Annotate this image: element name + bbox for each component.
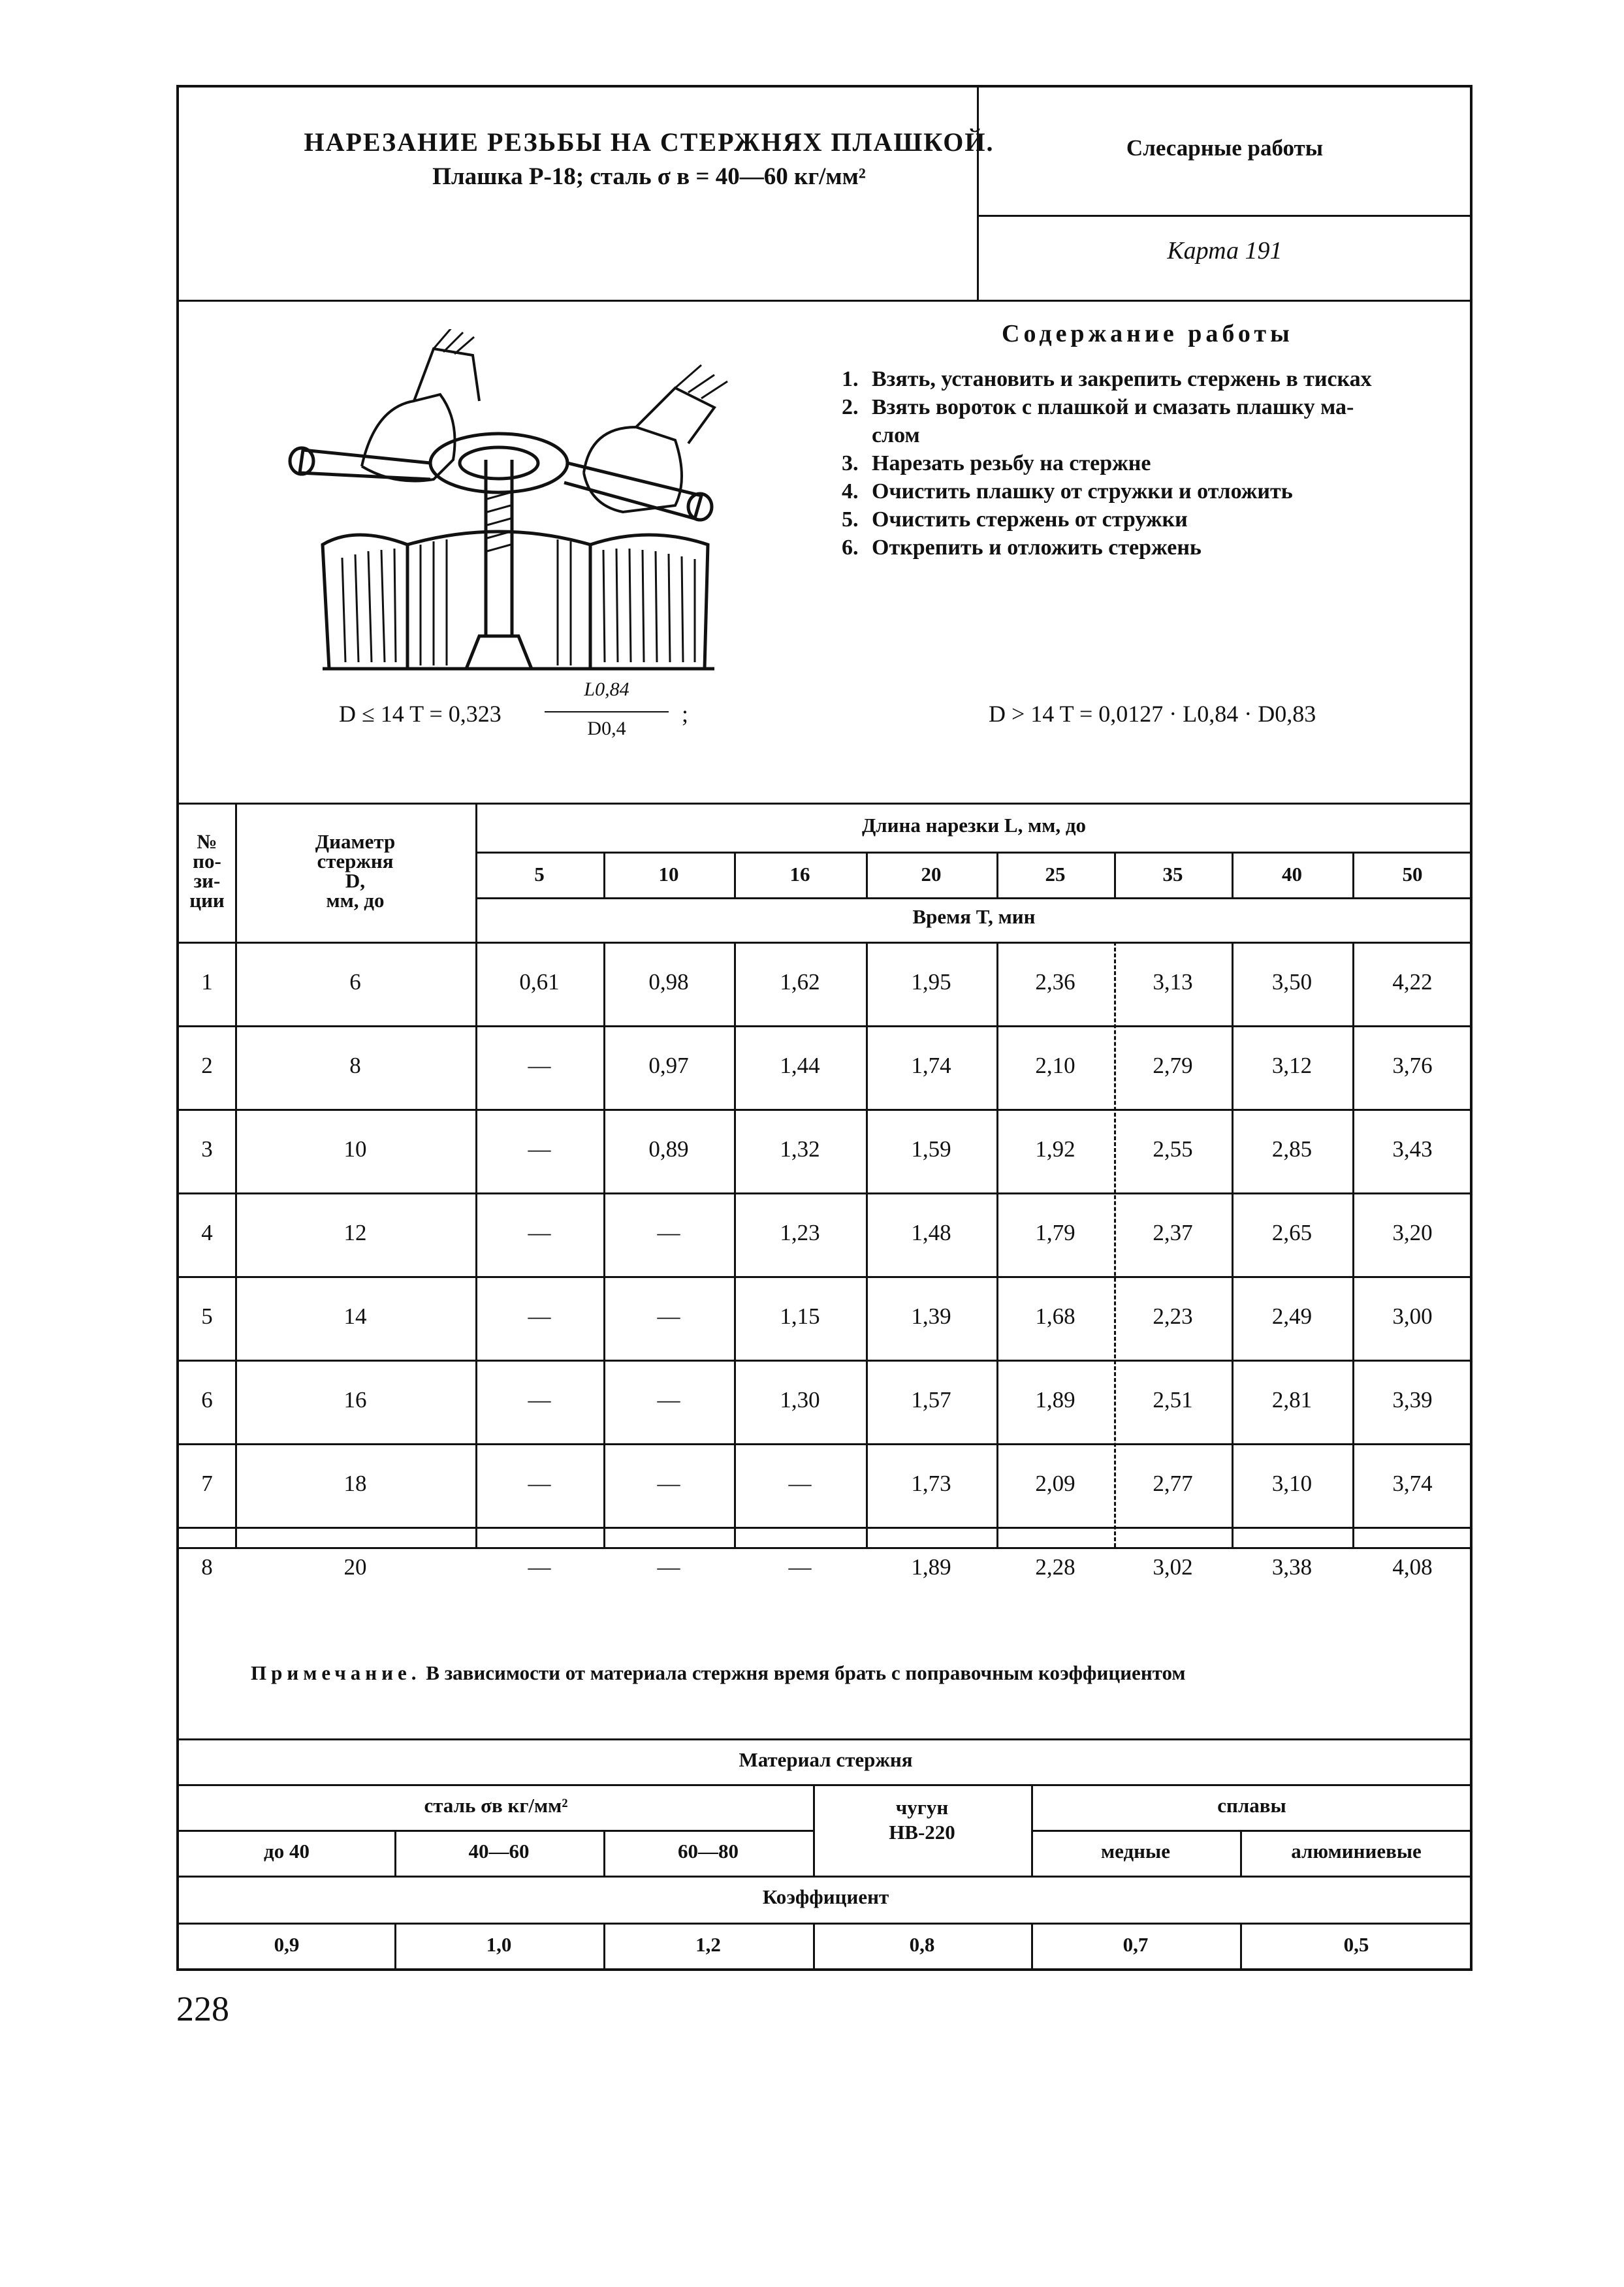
time-cell: 2,10 [1035,1053,1075,1078]
card-frame [176,85,1473,1971]
time-cell: 0,61 [519,969,560,995]
time-cell: 2,55 [1153,1136,1193,1162]
row-position: 1 [201,969,213,995]
time-cell: 3,38 [1271,1554,1313,1580]
note-line: Примечание. В зависимости от материала стержня время брать с поправочным коэффициентом [251,1661,1186,1684]
row-position: 6 [201,1387,213,1413]
formula-separator: ; [682,701,689,727]
row-rule [179,1025,1473,1027]
row-diameter: 20 [343,1554,367,1580]
row-diameter: 16 [343,1387,367,1413]
cast-iron-header: чугун НВ-220 [889,1796,955,1844]
alloys-header: сплавы [1217,1794,1286,1817]
formula-fraction-bar [545,711,669,712]
row-rule [179,1527,1473,1529]
time-cell: 1,92 [1035,1136,1075,1162]
time-cell: 1,79 [1035,1220,1075,1245]
time-cell: 2,09 [1035,1471,1075,1496]
length-10: 10 [658,863,679,886]
coefficient-title: Коэффициент [762,1885,889,1908]
steel-40-60: 40—60 [468,1840,530,1863]
work-step: слом [872,423,920,447]
work-step: 4. Очистить плашку от стружки и отложить [842,479,1293,504]
time-cell: 2,23 [1153,1303,1193,1329]
time-cell: 1,73 [911,1471,951,1496]
row-position: 7 [201,1471,213,1496]
time-cell: 2,36 [1035,969,1075,995]
time-cell: 3,39 [1392,1387,1433,1413]
time-cell: 3,74 [1392,1471,1433,1496]
row-rule [179,1360,1473,1362]
threading-die-illustration [283,329,832,708]
steel-60-80: 60—80 [678,1840,739,1863]
card-subtitle: Плашка Р-18; сталь σ в = 40—60 кг/мм² [432,163,866,190]
time-cell: — [528,1053,551,1078]
col-header-position: № по- зи- ции [189,830,225,912]
time-cell: 4,22 [1392,969,1433,995]
formula-small-diameter: D ≤ 14 T = 0,323 [339,701,502,727]
header-bottom-rule [179,300,1473,302]
time-group-header: Время T, мин [912,905,1036,928]
row-diameter: 6 [349,969,361,995]
material-top-rule [179,1738,1473,1740]
material-title: Материал стержня [739,1748,913,1771]
time-cell: 4,08 [1392,1554,1433,1580]
time-cell: 1,39 [911,1303,951,1329]
formula-numerator: L0,84 [584,679,629,700]
time-cell: 3,13 [1153,969,1193,995]
lengths-rule [475,897,1473,899]
length-50: 50 [1402,863,1423,886]
row-position: 2 [201,1053,213,1078]
time-cell: 1,95 [911,969,951,995]
row-rule [179,1276,1473,1278]
coef-value: 1,2 [695,1933,721,1956]
work-step: 1. Взять, установить и закрепить стержень в тисках [842,367,1372,391]
time-cell: 2,81 [1271,1387,1313,1413]
time-cell: 1,44 [780,1053,820,1078]
header-bottom-rule-table [179,942,1473,944]
time-cell: 1,62 [780,969,820,995]
work-step: 2. Взять вороток с плашкой и смазать плашку ма- [842,395,1354,419]
row-position: 3 [201,1136,213,1162]
time-cell: 1,15 [780,1303,820,1329]
row-rule [179,1109,1473,1111]
time-cell: 1,89 [1035,1387,1075,1413]
time-cell: 2,77 [1153,1471,1193,1496]
time-cell: 1,48 [911,1220,951,1245]
length-25: 25 [1045,863,1066,886]
time-cell: 0,98 [648,969,689,995]
time-cell: 2,65 [1271,1220,1313,1245]
time-cell: 1,74 [911,1053,951,1078]
pos-col-divider [235,803,237,1547]
length-20: 20 [921,863,942,886]
header-divider [977,88,979,300]
time-cell: — [657,1303,680,1329]
time-cell: 3,12 [1271,1053,1313,1078]
time-cell: 2,85 [1271,1136,1313,1162]
row-diameter: 14 [343,1303,367,1329]
length-16: 16 [789,863,810,886]
length-40: 40 [1282,863,1302,886]
time-cell: 3,20 [1392,1220,1433,1245]
steel-up-to-40: до 40 [264,1840,310,1863]
work-steps-list [842,365,1449,562]
time-cell: 1,59 [911,1136,951,1162]
row-position: 5 [201,1303,213,1329]
row-rule [179,1192,1473,1194]
time-cell: 3,50 [1271,969,1313,995]
time-cell: 3,10 [1271,1471,1313,1496]
length-35: 35 [1162,863,1183,886]
row-diameter: 12 [343,1220,367,1245]
work-step: 5. Очистить стержень от стружки [842,507,1188,532]
section-label: Слесарные работы [1126,135,1324,161]
formula-large-diameter: D > 14 T = 0,0127 · L0,84 · D0,83 [989,701,1316,727]
material-title-rule [179,1784,1473,1786]
time-cell: 1,57 [911,1387,951,1413]
time-cell: — [528,1471,551,1496]
time-cell: — [788,1554,812,1580]
time-cell: 3,02 [1153,1554,1193,1580]
time-cell: — [657,1554,680,1580]
row-position: 8 [201,1554,213,1580]
card-title: НАРЕЗАНИЕ РЕЗЬБЫ НА СТЕРЖНЯХ ПЛАШКОЙ. [304,127,995,157]
row-diameter: 8 [349,1053,361,1078]
coef-value: 0,9 [274,1933,300,1956]
time-cell: — [528,1387,551,1413]
card-number: Карта 191 [1167,237,1282,264]
time-cell: 1,32 [780,1136,820,1162]
coef-value: 1,0 [486,1933,512,1956]
coef-value: 0,8 [909,1933,935,1956]
steel-header-rule [179,1830,813,1832]
time-cell: 1,30 [780,1387,820,1413]
time-cell: 1,23 [780,1220,820,1245]
header-right-rule [977,215,1473,217]
time-cell: 0,97 [648,1053,689,1078]
time-cell: 3,43 [1392,1136,1433,1162]
time-cell: 2,28 [1035,1554,1075,1580]
time-cell: 2,49 [1271,1303,1313,1329]
time-cell: — [528,1554,551,1580]
alloy-copper: медные [1101,1840,1170,1863]
work-step: 3. Нарезать резьбу на стержне [842,451,1151,475]
time-cell: 3,00 [1392,1303,1433,1329]
coef-value: 0,5 [1343,1933,1369,1956]
row-diameter: 18 [343,1471,367,1496]
formula-denominator: D0,4 [587,718,626,739]
coef-value: 0,7 [1122,1933,1149,1956]
content-heading: Содержание работы [1002,320,1294,347]
time-cell: — [528,1220,551,1245]
page-number: 228 [176,1989,229,2028]
time-cell: — [788,1471,812,1496]
time-cell: — [657,1471,680,1496]
time-cell: 1,68 [1035,1303,1075,1329]
table-bottom-rule [179,1547,1473,1549]
time-cell: 3,76 [1392,1053,1433,1078]
steel-header: сталь σв кг/мм² [424,1794,568,1817]
time-cell: — [657,1220,680,1245]
length-header-rule [475,852,1473,854]
time-cell: 1,89 [911,1554,951,1580]
time-cell: 2,51 [1153,1387,1193,1413]
material-cols-rule [179,1876,1473,1878]
time-cell: 0,89 [648,1136,689,1162]
time-cell: 2,37 [1153,1220,1193,1245]
time-cell: — [528,1303,551,1329]
alloys-header-rule [1031,1830,1473,1832]
coef-title-rule [179,1923,1473,1925]
time-cell: 2,79 [1153,1053,1193,1078]
col-header-diameter: Диаметр стержня D, мм, до [315,830,396,912]
length-group-header: Длина нарезки L, мм, до [861,814,1087,837]
time-cell: — [657,1387,680,1413]
row-rule [179,1443,1473,1445]
alloy-aluminium: алюминиевые [1291,1840,1422,1863]
table-top-rule [179,803,1473,805]
time-cell: — [528,1136,551,1162]
work-step: 6. Открепить и отложить стержень [842,536,1202,560]
row-diameter: 10 [343,1136,367,1162]
length-5: 5 [534,863,545,886]
row-position: 4 [201,1220,213,1245]
